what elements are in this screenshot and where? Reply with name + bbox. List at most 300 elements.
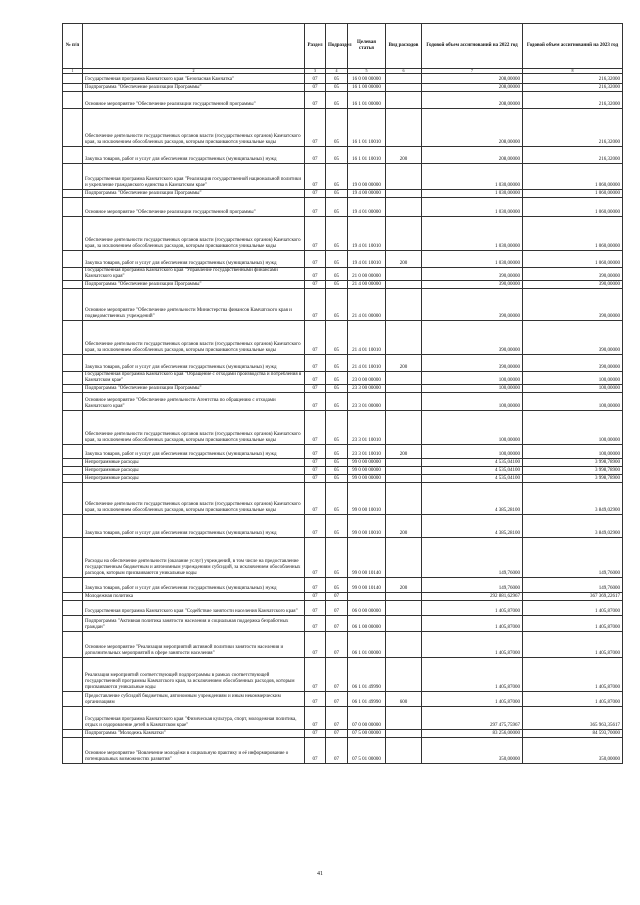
header-vid: Вид расходов [386, 24, 422, 69]
table-row [63, 268, 623, 281]
row-2022-cell: 4 385,28100 [422, 483, 523, 515]
row-podrazdel-cell: 05 [326, 74, 348, 84]
table-row [63, 658, 623, 692]
row-razdel-cell: 07 [305, 515, 326, 538]
row-vid-cell [386, 658, 422, 692]
row-target-cell: 99 0 00 10010 [348, 483, 386, 515]
row-num-cell [63, 281, 83, 289]
column-number: 2 [83, 69, 305, 74]
row-name-cell: Подпрограмма "Обеспечение реализации Программы" [83, 281, 305, 289]
row-target-cell: 99 0 00 00000 [348, 467, 386, 475]
row-razdel-cell: 07 [305, 355, 326, 372]
row-2023-cell: 100,00000 [523, 385, 623, 393]
row-podrazdel-cell: 07 [326, 601, 348, 616]
row-2023-cell: 350,00000 [523, 738, 623, 764]
row-name-cell: Закупка товаров, работ и услуг для обеспечения государственных (муниципальных) нужд [83, 445, 305, 459]
row-2022-cell: 1 405,87000 [422, 616, 523, 632]
row-2022-cell: 1 030,00000 [422, 251, 523, 268]
row-2022-cell: 1 030,00000 [422, 198, 523, 217]
table-row [63, 632, 623, 658]
table-row [63, 289, 623, 321]
row-podrazdel-cell: 05 [326, 355, 348, 372]
row-2023-cell: 1 060,00000 [523, 164, 623, 190]
row-2023-cell: 1 405,87000 [523, 632, 623, 658]
table-row [63, 707, 623, 730]
table-row [63, 467, 623, 475]
row-2023-cell: 216,32000 [523, 109, 623, 147]
row-name-cell: Непрограммные расходы [83, 467, 305, 475]
table-row [63, 593, 623, 601]
row-num-cell [63, 578, 83, 593]
row-name-cell: Подпрограмма "Активная политика занятости населения и социальная поддержка безработных граждан" [83, 616, 305, 632]
row-target-cell: 06 1 01 49990 [348, 658, 386, 692]
row-num-cell [63, 483, 83, 515]
row-razdel-cell: 07 [305, 707, 326, 730]
row-podrazdel-cell: 05 [326, 411, 348, 445]
table-row [63, 74, 623, 84]
row-num-cell [63, 738, 83, 764]
row-razdel-cell: 07 [305, 190, 326, 198]
row-podrazdel-cell: 07 [326, 707, 348, 730]
table-row [63, 730, 623, 738]
row-num-cell [63, 268, 83, 281]
row-vid-cell [386, 707, 422, 730]
header-razdel: Раздел [305, 24, 326, 69]
header-target: Целевая статья [348, 24, 386, 69]
row-name-cell: Реализация мероприятий соответствующей подпрограммы в рамках соответствующей государственной программы Камчатского края, за исключением обособленных расходов, которым присваиваются уникальные коды [83, 658, 305, 692]
row-num-cell [63, 515, 83, 538]
row-target-cell: 21 0 00 00000 [348, 268, 386, 281]
row-razdel-cell: 07 [305, 281, 326, 289]
row-2022-cell: 1 030,00000 [422, 164, 523, 190]
row-vid-cell [386, 321, 422, 355]
row-podrazdel-cell: 07 [326, 738, 348, 764]
row-2022-cell: 149,76000 [422, 578, 523, 593]
row-target-cell: 19 4 00 00000 [348, 190, 386, 198]
row-num-cell [63, 372, 83, 385]
row-target-cell: 99 0 00 00000 [348, 459, 386, 467]
row-vid-cell [386, 593, 422, 601]
row-podrazdel-cell: 07 [326, 593, 348, 601]
row-podrazdel-cell: 07 [326, 692, 348, 707]
row-vid-cell: 200 [386, 578, 422, 593]
table-row [63, 459, 623, 467]
row-2022-cell: 390,00000 [422, 321, 523, 355]
row-podrazdel-cell: 05 [326, 198, 348, 217]
row-target-cell: 19 4 01 10010 [348, 251, 386, 268]
row-target-cell: 23 3 00 00000 [348, 385, 386, 393]
row-podrazdel-cell: 05 [326, 109, 348, 147]
row-name-cell: Государственная программа Камчатского края "Безопасная Камчатка" [83, 74, 305, 84]
row-podrazdel-cell: 05 [326, 92, 348, 109]
row-name-cell: Основное мероприятие "Обеспечение деятельности Агентства по обращению с отходами Камчатского края" [83, 393, 305, 411]
row-2022-cell: 1 030,00000 [422, 190, 523, 198]
row-target-cell: 21 4 01 10010 [348, 355, 386, 372]
row-target-cell: 06 1 00 00000 [348, 616, 386, 632]
row-num-cell [63, 601, 83, 616]
row-vid-cell [386, 483, 422, 515]
row-podrazdel-cell: 05 [326, 483, 348, 515]
table-row [63, 217, 623, 251]
row-name-cell: Государственная программа Камчатского края "Реализация государственной национальной политики и укрепление гражданского единства в Камчатском крае" [83, 164, 305, 190]
row-vid-cell [386, 616, 422, 632]
row-name-cell: Подпрограмма "Обеспечение реализации Программы" [83, 190, 305, 198]
row-target-cell: 99 0 00 10010 [348, 515, 386, 538]
row-name-cell: Непрограммные расходы [83, 459, 305, 467]
row-2023-cell: 100,00000 [523, 445, 623, 459]
row-name-cell: Основное мероприятие "Реализация мероприятий активной политики занятости населения и дополнительных мероприятий в сфере занятости населения" [83, 632, 305, 658]
row-num-cell [63, 74, 83, 84]
row-vid-cell [386, 84, 422, 92]
row-2023-cell: 100,00000 [523, 393, 623, 411]
row-name-cell: Закупка товаров, работ и услуг для обеспечения государственных (муниципальных) нужд [83, 251, 305, 268]
row-2023-cell: 3 849,02900 [523, 515, 623, 538]
row-vid-cell [386, 632, 422, 658]
row-name-cell: Обеспечение деятельности государственных органов власти (государственных органов) Камчатского края, за исключением обособленных расходов, которым присваиваются уникальные коды [83, 411, 305, 445]
row-name-cell: Обеспечение деятельности государственных органов власти (государственных органов) Камчатского края, за исключением обособленных расходов, которым присваиваются уникальные коды [83, 321, 305, 355]
row-2023-cell: 149,76000 [523, 578, 623, 593]
row-target-cell: 21 4 01 00000 [348, 289, 386, 321]
table-row [63, 372, 623, 385]
row-num-cell [63, 393, 83, 411]
row-num-cell [63, 190, 83, 198]
table-row [63, 198, 623, 217]
row-2023-cell: 3 998,78900 [523, 459, 623, 467]
row-2023-cell: 1 060,00000 [523, 251, 623, 268]
row-num-cell [63, 538, 83, 578]
row-name-cell: Государственная программа Камчатского края "Физическая культура, спорт, молодежная политика, отдых и оздоровление детей в Камчатском крае" [83, 707, 305, 730]
row-vid-cell [386, 217, 422, 251]
row-vid-cell: 200 [386, 355, 422, 372]
row-name-cell: Обеспечение деятельности государственных органов власти (государственных органов) Камчатского края, за исключением обособленных расходов, которым присваиваются уникальные коды [83, 217, 305, 251]
row-podrazdel-cell: 05 [326, 578, 348, 593]
table-row [63, 515, 623, 538]
row-podrazdel-cell: 05 [326, 268, 348, 281]
row-vid-cell [386, 475, 422, 483]
row-num-cell [63, 692, 83, 707]
row-2022-cell: 83 256,00000 [422, 730, 523, 738]
row-2022-cell: 390,00000 [422, 355, 523, 372]
row-name-cell: Закупка товаров, работ и услуг для обеспечения государственных (муниципальных) нужд [83, 355, 305, 372]
row-2023-cell: 100,00000 [523, 411, 623, 445]
row-target-cell: 99 0 00 00000 [348, 475, 386, 483]
row-target-cell: 19 4 01 10010 [348, 217, 386, 251]
row-razdel-cell: 07 [305, 738, 326, 764]
row-name-cell: Молодежная политика [83, 593, 305, 601]
table-row [63, 616, 623, 632]
column-number: 6 [386, 69, 422, 74]
row-target-cell: 23 3 01 10010 [348, 411, 386, 445]
row-vid-cell [386, 74, 422, 84]
table-row [63, 281, 623, 289]
row-podrazdel-cell: 05 [326, 459, 348, 467]
row-name-cell: Закупка товаров, работ и услуг для обеспечения государственных (муниципальных) нужд [83, 147, 305, 164]
row-2023-cell: 149,76000 [523, 538, 623, 578]
row-vid-cell: 600 [386, 692, 422, 707]
row-name-cell: Основное мероприятие "Обеспечение реализации государственной программы" [83, 198, 305, 217]
row-target-cell: 19 0 00 00000 [348, 164, 386, 190]
header-name [83, 24, 305, 69]
row-target-cell: 19 4 01 00000 [348, 198, 386, 217]
table-row [63, 147, 623, 164]
row-2023-cell: 1 060,00000 [523, 198, 623, 217]
row-2022-cell: 1 405,87000 [422, 601, 523, 616]
row-vid-cell [386, 281, 422, 289]
row-2022-cell: 208,00000 [422, 74, 523, 84]
row-num-cell [63, 147, 83, 164]
row-target-cell: 16 1 01 00000 [348, 92, 386, 109]
row-2022-cell: 208,00000 [422, 109, 523, 147]
row-vid-cell [386, 601, 422, 616]
row-podrazdel-cell: 05 [326, 538, 348, 578]
row-2023-cell: 1 405,87000 [523, 658, 623, 692]
row-vid-cell [386, 92, 422, 109]
row-podrazdel-cell: 05 [326, 467, 348, 475]
table-row [63, 445, 623, 459]
row-podrazdel-cell: 05 [326, 393, 348, 411]
row-vid-cell [386, 459, 422, 467]
row-2023-cell: 3 849,02900 [523, 483, 623, 515]
row-razdel-cell: 07 [305, 445, 326, 459]
row-vid-cell [386, 467, 422, 475]
row-num-cell [63, 475, 83, 483]
row-num-cell [63, 632, 83, 658]
table-header-row [63, 24, 623, 69]
row-2023-cell: 84 593,70000 [523, 730, 623, 738]
row-razdel-cell: 07 [305, 147, 326, 164]
row-name-cell: Закупка товаров, работ и услуг для обеспечения государственных (муниципальных) нужд [83, 515, 305, 538]
row-2023-cell: 216,32000 [523, 147, 623, 164]
table-row [63, 92, 623, 109]
row-2022-cell: 4 535,04100 [422, 467, 523, 475]
row-podrazdel-cell: 05 [326, 372, 348, 385]
row-name-cell: Обеспечение деятельности государственных органов власти (государственных органов) Камчатского края, за исключением обособленных расходов, которым присваиваются уникальные коды [83, 109, 305, 147]
row-name-cell: Расходы на обеспечение деятельности (оказание услуг) учреждений, в том числе на предоставление государственным бюджетным и автономным учреждениям субсидий, за исключением обособленных расходов, которым присваиваются уникальные коды [83, 538, 305, 578]
row-target-cell: 07 0 00 00000 [348, 707, 386, 730]
row-vid-cell [386, 198, 422, 217]
column-number: 5 [348, 69, 386, 74]
row-name-cell: Непрограммные расходы [83, 475, 305, 483]
row-name-cell: Подпрограмма "Молодежь Камчатки" [83, 730, 305, 738]
row-vid-cell [386, 372, 422, 385]
row-2023-cell: 3 998,78900 [523, 475, 623, 483]
row-num-cell [63, 84, 83, 92]
row-2022-cell: 208,00000 [422, 92, 523, 109]
column-number: 4 [326, 69, 348, 74]
row-razdel-cell: 07 [305, 601, 326, 616]
row-razdel-cell: 07 [305, 411, 326, 445]
row-name-cell: Подпрограмма "Обеспечение реализации Программы" [83, 385, 305, 393]
row-2023-cell: 367 369,22617 [523, 593, 623, 601]
row-vid-cell: 200 [386, 515, 422, 538]
row-podrazdel-cell: 05 [326, 475, 348, 483]
table-row [63, 601, 623, 616]
row-name-cell: Подпрограмма "Обеспечение реализации Программы" [83, 84, 305, 92]
table-row [63, 321, 623, 355]
row-target-cell: 07 5 00 00000 [348, 730, 386, 738]
row-num-cell [63, 109, 83, 147]
table-row [63, 692, 623, 707]
row-razdel-cell: 07 [305, 84, 326, 92]
row-num-cell [63, 411, 83, 445]
row-name-cell: Государственная программа Камчатского края "Содействие занятости населения Камчатского края" [83, 601, 305, 616]
row-vid-cell [386, 730, 422, 738]
row-2022-cell: 208,00000 [422, 84, 523, 92]
row-2022-cell: 4 535,04100 [422, 475, 523, 483]
row-2022-cell: 100,00000 [422, 411, 523, 445]
row-2023-cell: 390,00000 [523, 289, 623, 321]
row-vid-cell [386, 109, 422, 147]
row-podrazdel-cell: 05 [326, 515, 348, 538]
column-number: 1 [63, 69, 83, 74]
row-razdel-cell: 07 [305, 217, 326, 251]
row-num-cell [63, 459, 83, 467]
row-target-cell: 23 3 01 10010 [348, 445, 386, 459]
row-vid-cell: 200 [386, 147, 422, 164]
row-razdel-cell: 07 [305, 730, 326, 738]
row-vid-cell [386, 411, 422, 445]
table-row [63, 355, 623, 372]
row-2023-cell: 216,32000 [523, 84, 623, 92]
row-razdel-cell: 07 [305, 538, 326, 578]
row-razdel-cell: 07 [305, 692, 326, 707]
row-name-cell: Основное мероприятие "Обеспечение реализации государственной программы" [83, 92, 305, 109]
row-vid-cell [386, 164, 422, 190]
header-2023: Годовой объем ассигнований на 2023 год [523, 24, 623, 69]
row-razdel-cell: 07 [305, 109, 326, 147]
row-target-cell: 07 5 01 00000 [348, 738, 386, 764]
row-vid-cell: 200 [386, 251, 422, 268]
row-podrazdel-cell: 05 [326, 147, 348, 164]
row-2023-cell: 1 060,00000 [523, 217, 623, 251]
row-podrazdel-cell: 05 [326, 385, 348, 393]
row-2023-cell: 1 405,87000 [523, 601, 623, 616]
row-razdel-cell: 07 [305, 459, 326, 467]
row-vid-cell [386, 385, 422, 393]
row-2022-cell: 100,00000 [422, 385, 523, 393]
row-num-cell [63, 467, 83, 475]
row-2022-cell: 1 030,00000 [422, 217, 523, 251]
row-2023-cell: 3 998,78900 [523, 467, 623, 475]
column-number: 8 [523, 69, 623, 74]
row-num-cell [63, 385, 83, 393]
row-2023-cell: 390,00000 [523, 321, 623, 355]
table-row [63, 109, 623, 147]
row-2022-cell: 297 475,75967 [422, 707, 523, 730]
table-row [63, 251, 623, 268]
row-razdel-cell: 07 [305, 92, 326, 109]
row-num-cell [63, 217, 83, 251]
row-num-cell [63, 445, 83, 459]
row-2023-cell: 216,32000 [523, 74, 623, 84]
row-target-cell: 21 4 01 10010 [348, 321, 386, 355]
row-podrazdel-cell: 05 [326, 289, 348, 321]
row-podrazdel-cell: 05 [326, 190, 348, 198]
row-razdel-cell: 07 [305, 164, 326, 190]
row-razdel-cell: 07 [305, 74, 326, 84]
row-num-cell [63, 355, 83, 372]
row-razdel-cell: 07 [305, 251, 326, 268]
row-razdel-cell: 07 [305, 385, 326, 393]
budget-table [62, 23, 623, 764]
row-podrazdel-cell: 05 [326, 445, 348, 459]
table-body [63, 74, 623, 764]
row-name-cell: Обеспечение деятельности государственных органов власти (государственных органов) Камчатского края, за исключением обособленных расходов, которым присваиваются уникальные коды [83, 483, 305, 515]
row-2023-cell: 390,00000 [523, 268, 623, 281]
column-number: 3 [305, 69, 326, 74]
row-target-cell: 23 3 01 00000 [348, 393, 386, 411]
row-2022-cell: 100,00000 [422, 393, 523, 411]
table-row [63, 483, 623, 515]
row-2023-cell: 100,00000 [523, 372, 623, 385]
row-2023-cell: 390,00000 [523, 281, 623, 289]
row-2023-cell: 390,00000 [523, 355, 623, 372]
table-row [63, 190, 623, 198]
row-target-cell: 23 0 00 00000 [348, 372, 386, 385]
column-number: 7 [422, 69, 523, 74]
row-razdel-cell: 07 [305, 321, 326, 355]
row-podrazdel-cell: 05 [326, 321, 348, 355]
row-razdel-cell: 07 [305, 268, 326, 281]
row-razdel-cell: 07 [305, 483, 326, 515]
row-num-cell [63, 707, 83, 730]
row-2023-cell: 216,32000 [523, 92, 623, 109]
row-vid-cell [386, 190, 422, 198]
row-name-cell: Закупка товаров, работ и услуг для обеспечения государственных (муниципальных) нужд [83, 578, 305, 593]
row-2022-cell: 100,00000 [422, 445, 523, 459]
row-target-cell: 06 0 00 00000 [348, 601, 386, 616]
row-podrazdel-cell: 07 [326, 632, 348, 658]
row-2022-cell: 350,00000 [422, 738, 523, 764]
row-razdel-cell: 07 [305, 393, 326, 411]
row-num-cell [63, 92, 83, 109]
row-vid-cell [386, 738, 422, 764]
row-num-cell [63, 321, 83, 355]
row-podrazdel-cell: 05 [326, 84, 348, 92]
table-row [63, 538, 623, 578]
table-row [63, 738, 623, 764]
table-row [63, 393, 623, 411]
row-podrazdel-cell: 05 [326, 251, 348, 268]
row-target-cell: 16 1 01 10010 [348, 109, 386, 147]
row-2022-cell: 390,00000 [422, 268, 523, 281]
row-num-cell [63, 198, 83, 217]
row-razdel-cell: 07 [305, 658, 326, 692]
header-2022: Годовой объем ассигнований на 2022 год [422, 24, 523, 69]
row-razdel-cell: 07 [305, 467, 326, 475]
row-2022-cell: 1 405,87000 [422, 692, 523, 707]
row-podrazdel-cell: 07 [326, 616, 348, 632]
row-name-cell: Основное мероприятие "Обеспечение деятельности Министерства финансов Камчатского края и подведомственных учреждений" [83, 289, 305, 321]
row-vid-cell [386, 538, 422, 578]
row-target-cell: 06 1 01 00000 [348, 632, 386, 658]
row-2022-cell: 100,00000 [422, 372, 523, 385]
header-num: № п/п [63, 24, 83, 69]
row-vid-cell [386, 289, 422, 321]
row-name-cell: Государственная программа Камчатского края "Обращение с отходами производства и потребления в Камчатском крае" [83, 372, 305, 385]
header-podrazdel: Подраздел [326, 24, 348, 69]
row-2023-cell: 1 405,87000 [523, 692, 623, 707]
row-name-cell: Предоставление субсидий бюджетным, автономным учреждениям и иным некоммерческим организациям [83, 692, 305, 707]
row-vid-cell [386, 393, 422, 411]
row-num-cell [63, 658, 83, 692]
row-name-cell: Основное мероприятие "Вовлечение молодёжи в социальную практику и её информирование о потенциальных возможностях развития" [83, 738, 305, 764]
row-razdel-cell: 07 [305, 198, 326, 217]
row-podrazdel-cell: 07 [326, 730, 348, 738]
row-name-cell: Государственная программа Камчатского края "Управление государственными финансами Камчатского края" [83, 268, 305, 281]
row-razdel-cell: 07 [305, 632, 326, 658]
row-num-cell [63, 251, 83, 268]
